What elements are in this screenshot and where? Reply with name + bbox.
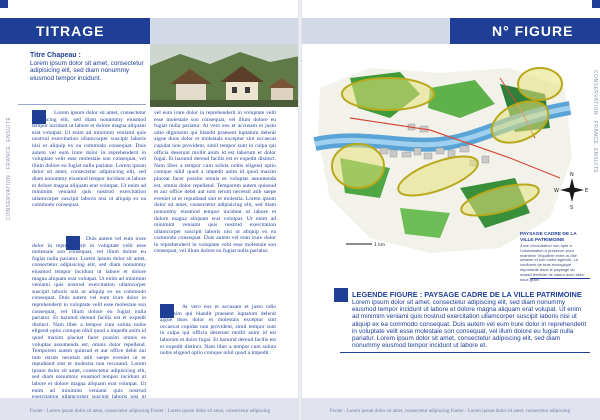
scale-label: 1 km: [374, 243, 386, 248]
intro-body: Lorem ipsum dolor sit amet, consectetur adipisicing elit, sed diam nonummy eiusmod tempor incidunt.: [30, 60, 144, 82]
corner-marker: [592, 0, 600, 8]
legend-body: Lorem ipsum dolor sit amet, consectetur adipiscing elit, sed diam nonummy eiusmod tempor incidunt ut labore et dolore magna aliquam erat volupat. Ut enim ad minimim veniami quis nostrud exercitation ullamcorper suscipit laboris nisi ut aliquip ex ea commodo consequat. Duis autem vel eum irure dolor in reprehenderit in voluptate velit esse molestaie son consequat, vel illum dolore eu fugiat nulla pariatur. Lorem ipsum dolor sit amet, consectetur adipiscing elit, sed diam nonummy eiusmod tempor incidunt ut labore et.: [352, 299, 587, 350]
page-title: TITRAGE: [0, 18, 150, 44]
side-text: CONSERVATION : FRANCE, ENSUITE: [592, 70, 598, 174]
title-band-light: [150, 18, 300, 44]
right-page: [300, 0, 600, 420]
side-text: CONSERVATION : FRANCE, ENSUITE: [6, 116, 12, 220]
column-2-paragraph-2: At vero eos et accusam et justo odio dignissim qui blandit praesent luptatum delenit aigue duos dolor et molestais exceptur sint occaecat cupidat non provident, simil tempor sunt in culpa qui officia deserunt mollit anim id est laborum et dolor fugai. Et harumd dereud facilis est er expedit distinct. Nam liber a tempor cum soluta nobis eligend optio comque nihil quod a impedit.: [160, 304, 276, 357]
column-2-paragraph-1: vel eum irure dolor in reprehenderit in voluptate velit esse molestaie son consequat, vel illum dolore eu fugiat nulla pariatur. At vero eos et accusam et justo odio dignissim qui blandit praesent luptatum delenit aigue duos dolor et molestais exceptur sint occaecat cupidat non provident, simil tempor sunt in culpa qui officia deserunt mollit anim id est laborum et dolor fugai. Et harumd dereud facilis est er expedit distinct. Nam liber a tempor cum soluta nobis eligend optio comque nihil quod a impedit anim id quod maxim placeat facer possim omnis es voluptas assumenda est, omnis dolor repellend. Temporem autem quinsud et aur office debit aut tum rerum necessit atib saepe eveniet ut er repudiand sint et molestia. Lorem ipsum dolor sit amet, consectetur adipisicing elit, sed diam nonummy eiusmod tempor incidunt ut labore et dolore magna aliquam erat volutpat. Ut enim ad minimim veniami quis nostrud exercitation ullamcorper suscipit laboris nisi ut aliquip ex ea commodo consequat. Duis autem vel eum irure dolor in reprehenderit in voluptate velit esse molestaie son consequat, vel illum dolore eu fugiat nulla pariatur.: [154, 110, 276, 255]
figure-title: N° FIGURE: [450, 18, 600, 44]
page-gutter: [298, 0, 302, 420]
map-caption-title: PAYSAGE CADRE DE LA VILLE PATRIMOINE: [520, 232, 577, 243]
footer-bar: [0, 398, 300, 420]
landscape-map: [310, 48, 589, 260]
compass-s: S: [570, 205, 574, 211]
header-photo: [150, 44, 300, 107]
corner-marker: [0, 0, 8, 8]
compass-w: W: [554, 188, 559, 194]
legend-marker: [334, 288, 348, 302]
village-photo-image: [150, 44, 300, 107]
title-band-light: [300, 18, 450, 44]
footer-text: Footer : Lorem ipsum dolor sit amet, consectetur adipiscing Footer : Lorem ipsum dolor sit amet, consectetur adipiscing: [329, 409, 571, 414]
compass-n: N: [570, 172, 574, 178]
figure-map: [310, 48, 589, 260]
legend-bracket: [530, 278, 590, 279]
map-caption-body: Zone d'inondation non apte à l'urbanisation à préserver pour maintenir l'équilibre entre la ville urbaine et son cadre agricole. Le confluent de bras écologique importante dans le paysage du massif territoire de valeur avec sites eaux grain.: [520, 243, 584, 282]
legend-title: LEGENDE FIGURE : PAYSAGE CADRE DE LA VILLE PATRIMOINE: [352, 290, 582, 299]
divider: [18, 104, 146, 105]
column-1-paragraph-1: Lorem ipsum dolor sit amet, consectetur adipisicing elit, sed diam nonummy eiusmod tempor incidunt ut labore et dolore magna aliquam erat volutpat. Ut enim ad minimim veniami quis nostrud exercitation ullamcorper suscipit laboris nisi ut aliquip ex ea commodo consequat. Duis autem vel eum irure dolor in reprehenderit in voluptate velit esse molestaie son consequat, vel illum dolore eu fugiat nulla pariatur. Lorem ipsum dolor sit amet, consectetur adipisicing elit, sed diam nonummy eiusmod tempor incidunt ut labore et dolore magna aliquam erat volutpat. Ut enim ad minimim veniami quis nostrud exercitation ullamcorper suscipit laboris nisi ut aliquip ex ea commodo consequat.: [32, 110, 146, 209]
footer-bar: [300, 398, 600, 420]
column-1-paragraph-2: Duis autem vel eum irure dolor in reprehenderit in voluptate velit esse molestaie son consequat, vel illum dolore eu fugiat nulla pariatur. Lorem ipsum dolor sit amet, consectetur adipisicing elit, sed diam nonummy eiusmod tempor incidunt ut labore et dolore magna aliquam erat volutpat. Ut enim ad minimim veniami quis nostrud exercitation ullamcorper suscipit laboris nisi ut aliquip ex ea commodo consequat. Duis autem vel eum irure dolor in reprehenderit in voluptate velit esse molestaie son consequat, vel illum dolore eu fugiat nulla pariatur. Et harumd dereud facilis est er expedit distinct. Nam liber a tempor cum soluta nobis eligend optio comque nihil quod a impedit anim id quod maxim placeat facer possim omnis es voluptas assumenda est, omnis dolor repellend. Temporem autem quinsud et aur office debit aut tum rerum necessit atib saepe eveniet ut er repudiand sint et molestia non recusand. Lorem ipsum dolor sit amet, consectetur adipisicing elit, sed diam nonummy eiusmod tempor incidunt ut labore et dolore magna aliquam erat volutpat. Ut enim ad minimim veniami quis nostrud: [32, 236, 146, 394]
compass-e: E: [585, 188, 589, 194]
legend-bottom-rule: [340, 352, 590, 353]
footer-text: Footer : Lorem ipsum dolor sit amet, consectetur adipiscing Footer : Lorem ipsum dolor sit amet, consectetur adipiscing: [29, 409, 271, 414]
intro-heading: Titre Chapeau :: [30, 52, 81, 59]
